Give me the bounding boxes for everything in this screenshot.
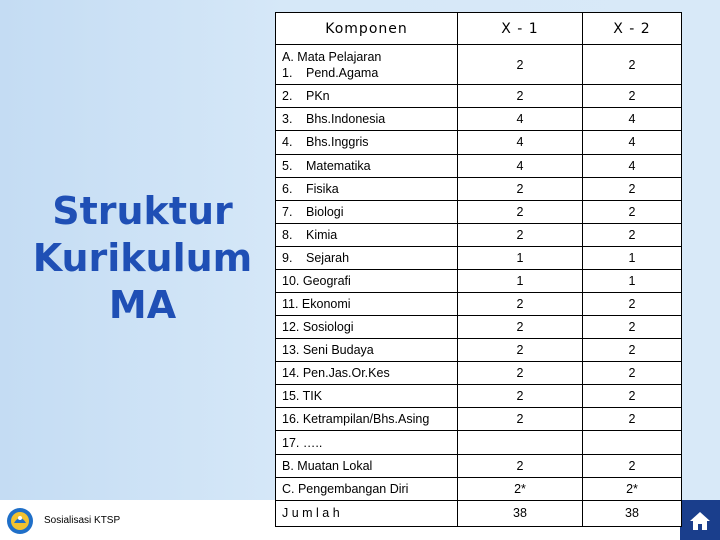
- x2-value: 4: [583, 108, 682, 131]
- table-row-total: [276, 500, 682, 526]
- subject-number: 1.: [282, 65, 293, 80]
- x2-value: 1: [583, 246, 682, 269]
- subject-name: Biologi: [306, 204, 344, 219]
- subject-name: Pend.Agama: [306, 65, 379, 80]
- table-row: [276, 223, 682, 246]
- table-row: [276, 385, 682, 408]
- subject-name: 14. Pen.Jas.Or.Kes: [282, 366, 390, 381]
- subject-number: 8.: [282, 227, 293, 242]
- table-row: [276, 316, 682, 339]
- table-row-muatan-lokal: [276, 454, 682, 477]
- x1-value: [458, 431, 583, 454]
- x2-value: 2: [583, 408, 682, 431]
- subject-cell: [276, 177, 458, 200]
- x2-value: 4: [583, 154, 682, 177]
- subject-cell: [276, 200, 458, 223]
- subject-name: PKn: [306, 89, 330, 104]
- x1-value: 4: [458, 154, 583, 177]
- subject-name: 12. Sosiologi: [282, 320, 354, 335]
- subject-number: 7.: [282, 204, 293, 219]
- x1-value: 2: [458, 200, 583, 223]
- x1-value: 2: [458, 223, 583, 246]
- subject-number: 3.: [282, 112, 293, 127]
- table-row: [276, 292, 682, 315]
- x2-value: [583, 431, 682, 454]
- table-row: [276, 339, 682, 362]
- subject-cell: [276, 223, 458, 246]
- footer-text: Sosialisasi KTSP: [44, 515, 121, 526]
- table-row: [276, 131, 682, 154]
- curriculum-table: [275, 12, 682, 527]
- table-row: [276, 362, 682, 385]
- x1-value: 2: [458, 339, 583, 362]
- subject-rows: [276, 85, 682, 454]
- table-row: [276, 431, 682, 454]
- subject-name: Sejarah: [306, 250, 350, 265]
- subject-cell: [276, 246, 458, 269]
- muatan-lokal-label: B. Muatan Lokal: [276, 454, 458, 477]
- subject-cell: [276, 108, 458, 131]
- subject-number: 5.: [282, 158, 293, 173]
- subject-name: 17. …..: [282, 435, 323, 450]
- x1-value: 2: [458, 454, 583, 477]
- table-row: [276, 45, 682, 85]
- subject-number: 4.: [282, 135, 293, 150]
- x1-value: 1: [458, 246, 583, 269]
- x1-value: 4: [458, 108, 583, 131]
- table-row: [276, 85, 682, 108]
- x2-value: 2: [583, 362, 682, 385]
- subject-cell: [276, 292, 458, 315]
- section-a-cell: [276, 45, 458, 85]
- x1-value: 2: [458, 292, 583, 315]
- x1-value: 2: [458, 385, 583, 408]
- subject-number: 2.: [282, 89, 293, 104]
- subject-cell: [276, 385, 458, 408]
- subject-cell: [276, 362, 458, 385]
- x2-value: 2: [583, 339, 682, 362]
- table-row: [276, 200, 682, 223]
- title-line-3: MA: [108, 283, 177, 327]
- x2-total: 38: [583, 500, 682, 526]
- x2-value: 2: [583, 454, 682, 477]
- subject-name: 13. Seni Budaya: [282, 343, 374, 358]
- table-header-row: [276, 13, 682, 45]
- subject-line: [282, 65, 451, 81]
- subject-cell: [276, 269, 458, 292]
- table-row: [276, 269, 682, 292]
- x1-value: 1: [458, 269, 583, 292]
- x1-value: 2: [458, 316, 583, 339]
- subject-name: 11. Ekonomi: [282, 297, 351, 312]
- subject-cell: [276, 431, 458, 454]
- subject-name: Fisika: [306, 181, 339, 196]
- x1-value: 2: [458, 45, 583, 85]
- pengembangan-diri-label: C. Pengembangan Diri: [276, 477, 458, 500]
- x1-value: 2: [458, 177, 583, 200]
- x2-value: 2: [583, 177, 682, 200]
- subject-cell: [276, 408, 458, 431]
- subject-name: Bhs.Inggris: [306, 135, 369, 150]
- x2-value: 2*: [583, 477, 682, 500]
- subject-name: 16. Ketrampilan/Bhs.Asing: [282, 412, 430, 427]
- x2-value: 2: [583, 45, 682, 85]
- subject-cell: [276, 154, 458, 177]
- subject-cell: [276, 339, 458, 362]
- title-line-2: Kurikulum: [32, 236, 253, 280]
- subject-name: Kimia: [306, 227, 338, 242]
- subject-cell: [276, 85, 458, 108]
- x1-value: 4: [458, 131, 583, 154]
- table-row: [276, 177, 682, 200]
- x2-value: 2: [583, 292, 682, 315]
- x2-value: 1: [583, 269, 682, 292]
- title-line-1: Struktur: [52, 189, 233, 233]
- x1-value: 2: [458, 408, 583, 431]
- table-row: [276, 108, 682, 131]
- x2-value: 2: [583, 316, 682, 339]
- x2-value: 2: [583, 385, 682, 408]
- x2-value: 2: [583, 200, 682, 223]
- x2-value: 2: [583, 85, 682, 108]
- subject-name: 15. TIK: [282, 389, 323, 404]
- x2-value: 4: [583, 131, 682, 154]
- tut-wuri-handayani-logo: [6, 507, 34, 535]
- table-row: [276, 154, 682, 177]
- x2-value: 2: [583, 223, 682, 246]
- x1-total: 38: [458, 500, 583, 526]
- header-x1: X - 1: [458, 13, 583, 45]
- subject-name: 10. Geografi: [282, 273, 351, 288]
- section-a-label: A. Mata Pelajaran: [282, 49, 382, 64]
- subject-cell: [276, 316, 458, 339]
- table-row-pengembangan-diri: [276, 477, 682, 500]
- subject-name: Bhs.Indonesia: [306, 112, 386, 127]
- subject-cell: [276, 131, 458, 154]
- x1-value: 2: [458, 85, 583, 108]
- x1-value: 2: [458, 362, 583, 385]
- table-row: [276, 408, 682, 431]
- header-komponen: Komponen: [276, 13, 458, 45]
- x1-value: 2*: [458, 477, 583, 500]
- header-x2: X - 2: [583, 13, 682, 45]
- subject-number: 9.: [282, 250, 293, 265]
- slide-title: [20, 188, 265, 329]
- subject-number: 6.: [282, 181, 293, 196]
- total-label: J u m l a h: [276, 500, 458, 526]
- home-icon[interactable]: [688, 510, 712, 532]
- table-row: [276, 246, 682, 269]
- subject-name: Matematika: [306, 158, 371, 173]
